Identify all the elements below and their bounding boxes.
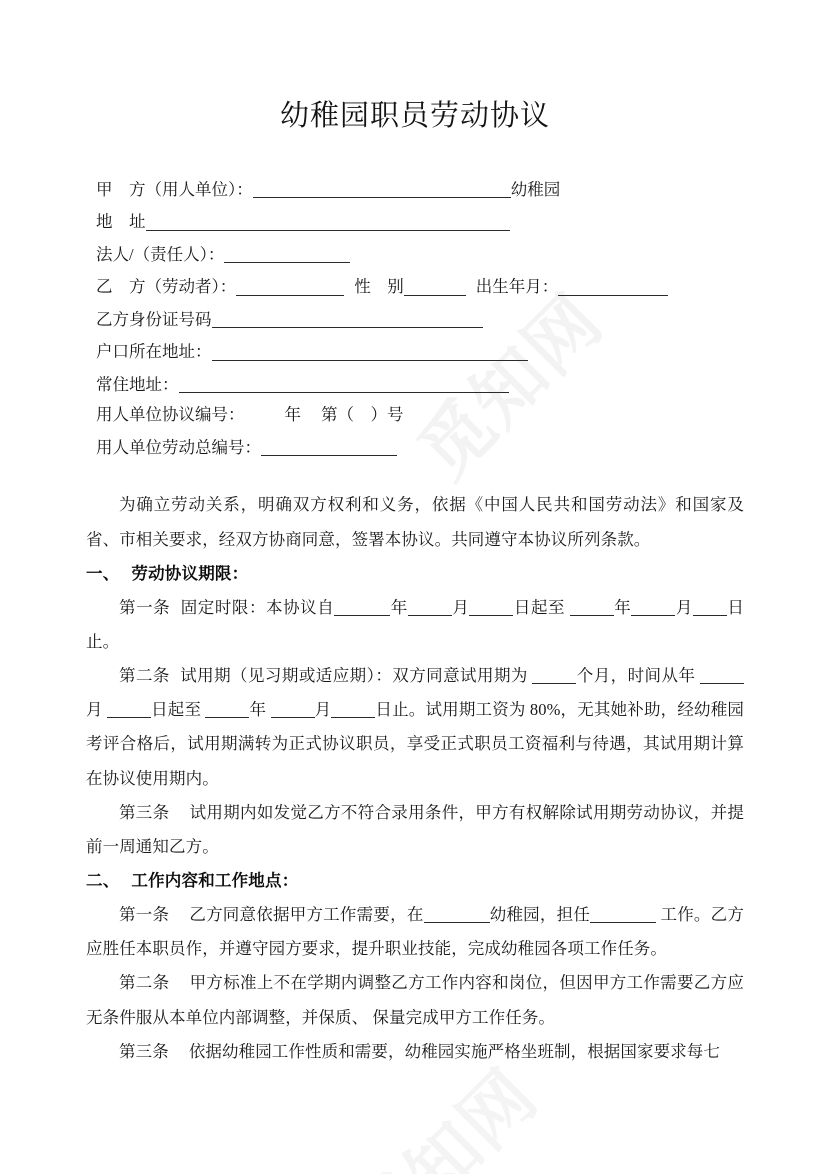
article-text: 试用期内如发觉乙方不符合录用条件，甲方有权解除试用期劳动协议，并提前一周通知乙方。: [86, 802, 744, 856]
article-text: 试用期（见习期或适应期）：双方同意试用期为: [179, 666, 533, 686]
field-label-gender: 性 别: [354, 277, 404, 297]
blank-probation-start-day[interactable]: [107, 701, 151, 719]
article-text: 年: [249, 700, 271, 720]
field-address: [0, 212, 830, 231]
field-blank-party-b-name[interactable]: [236, 277, 344, 295]
field-label-birthdate: 出生年月：: [475, 277, 559, 297]
article-text: 甲方标准上不在学期内调整乙方工作内容和岗位，但因甲方工作需要乙方应无条件服从本单位内部调整，并保质、 保量完成甲方工作任务。: [86, 973, 744, 1027]
article-text: 固定时限：本协议自: [180, 597, 335, 617]
field-registered-address: [0, 342, 830, 361]
section-heading-1: [86, 557, 744, 591]
article-text: 月: [86, 700, 107, 720]
article-text: 个月，时间从年: [576, 666, 700, 686]
article-text: 月: [451, 597, 470, 617]
section-title-2: 工作内容和工作地点：: [131, 870, 299, 890]
article-label: 第一条: [119, 597, 171, 617]
field-agreement-year: 年: [284, 405, 301, 425]
article-text: 年: [613, 597, 632, 617]
article-text: 日起至: [513, 597, 570, 617]
article-2-2: [86, 966, 744, 1034]
field-blank-registered-address[interactable]: [212, 342, 528, 360]
article-1-3: [86, 796, 744, 864]
article-text: 年: [390, 597, 408, 617]
field-blank-birthdate[interactable]: [558, 277, 668, 295]
blank-start-month[interactable]: [408, 598, 452, 616]
field-label-registered-address: 户口所在地址：: [96, 342, 212, 362]
preamble-paragraph: 为确立劳动关系，明确双方权利和义务，依据《中国人民共和国劳动法》和国家及省、市相关要求，经双方协商同意，签署本协议。共同遵守本协议所列条款。: [86, 495, 744, 549]
article-1-1: [86, 591, 744, 659]
article-1-2: [86, 659, 744, 796]
page-title: 幼稚园职员劳动协议: [279, 100, 550, 132]
field-label-legal-rep: 法人/（责任人）：: [96, 244, 225, 264]
field-blank-gender[interactable]: [404, 277, 466, 295]
field-label-party-a: 甲 方（用人单位）：: [96, 179, 253, 199]
field-blank-id-number[interactable]: [212, 310, 483, 328]
blank-start-day[interactable]: [469, 598, 513, 616]
field-current-address: [0, 375, 830, 394]
field-legal-rep: [0, 245, 830, 264]
field-label-id-number: 乙方身份证号码: [96, 309, 212, 329]
article-label: 第三条: [119, 802, 170, 822]
article-2-1: [86, 898, 744, 966]
section-heading-2: [86, 864, 744, 898]
article-label: 第二条: [119, 666, 170, 686]
blank-probation-months[interactable]: [532, 667, 576, 685]
field-label-current-address: 常住地址：: [96, 374, 179, 394]
document-body: [0, 470, 830, 1068]
field-id-number: [0, 310, 830, 329]
blank-probation-start-month[interactable]: [700, 667, 744, 685]
article-text: 依据幼稚园工作性质和需要，幼稚园实施严格坐班制，根据国家要求每七: [188, 1041, 721, 1061]
field-blank-address[interactable]: [146, 212, 510, 230]
article-label: 第二条: [119, 973, 170, 993]
article-text: 日止。试用期工资为 80%，无其她补助，经幼稚园考评合格后，试用期满转为正式协议职员，享受正式职员工资福利与待遇，其试用期计算在协议使用期内。: [86, 700, 745, 788]
blank-end-year[interactable]: [570, 598, 614, 616]
section-number-2: 二、: [86, 870, 120, 890]
blank-probation-end-year[interactable]: [205, 701, 249, 719]
field-party-b: [0, 277, 830, 296]
field-blank-legal-rep[interactable]: [224, 245, 350, 263]
blank-kindergarten-name[interactable]: [424, 906, 490, 924]
field-label-agreement-number: 用人单位协议编号：: [96, 405, 245, 425]
field-blank-current-address[interactable]: [179, 375, 509, 393]
section-number-1: 一、: [86, 563, 120, 583]
field-party-a: [0, 180, 830, 199]
field-agreement-issue: 第（ ）号: [321, 405, 404, 425]
blank-end-day[interactable]: [693, 598, 727, 616]
blank-probation-end-month[interactable]: [271, 701, 315, 719]
article-text: 幼稚园，担任: [489, 905, 591, 925]
field-blank-party-a[interactable]: [253, 180, 511, 198]
blank-position[interactable]: [590, 906, 656, 924]
field-label-address: 地 址: [96, 212, 146, 232]
article-label: 第三条: [119, 1041, 169, 1061]
article-text: 日止。: [86, 597, 744, 651]
article-text: 乙方同意依据甲方工作需要，在: [189, 905, 424, 925]
section-title-1: 劳动协议期限：: [131, 563, 249, 583]
field-blank-labor-total-number[interactable]: [261, 438, 397, 456]
field-labor-total-number: [0, 438, 830, 457]
field-label-labor-total-number: 用人单位劳动总编号：: [96, 437, 261, 457]
blank-start-year[interactable]: [334, 598, 390, 616]
party-information-fields: [0, 134, 830, 457]
article-text: 月: [314, 700, 332, 720]
blank-end-month[interactable]: [631, 598, 675, 616]
article-text: 月: [675, 597, 693, 617]
article-text: 工作。乙方应胜任本职员作，并遵守园方要求，提升职业技能，完成幼稚园各项工作任务。: [86, 905, 744, 959]
blank-probation-end-day[interactable]: [331, 701, 375, 719]
field-label-party-b: 乙 方（劳动者）：: [96, 277, 237, 297]
field-agreement-number: [0, 407, 830, 424]
article-2-3: [86, 1035, 744, 1069]
article-label: 第一条: [119, 905, 170, 925]
field-suffix-party-a: 幼稚园: [510, 179, 561, 199]
article-text: 日起至: [151, 700, 206, 720]
